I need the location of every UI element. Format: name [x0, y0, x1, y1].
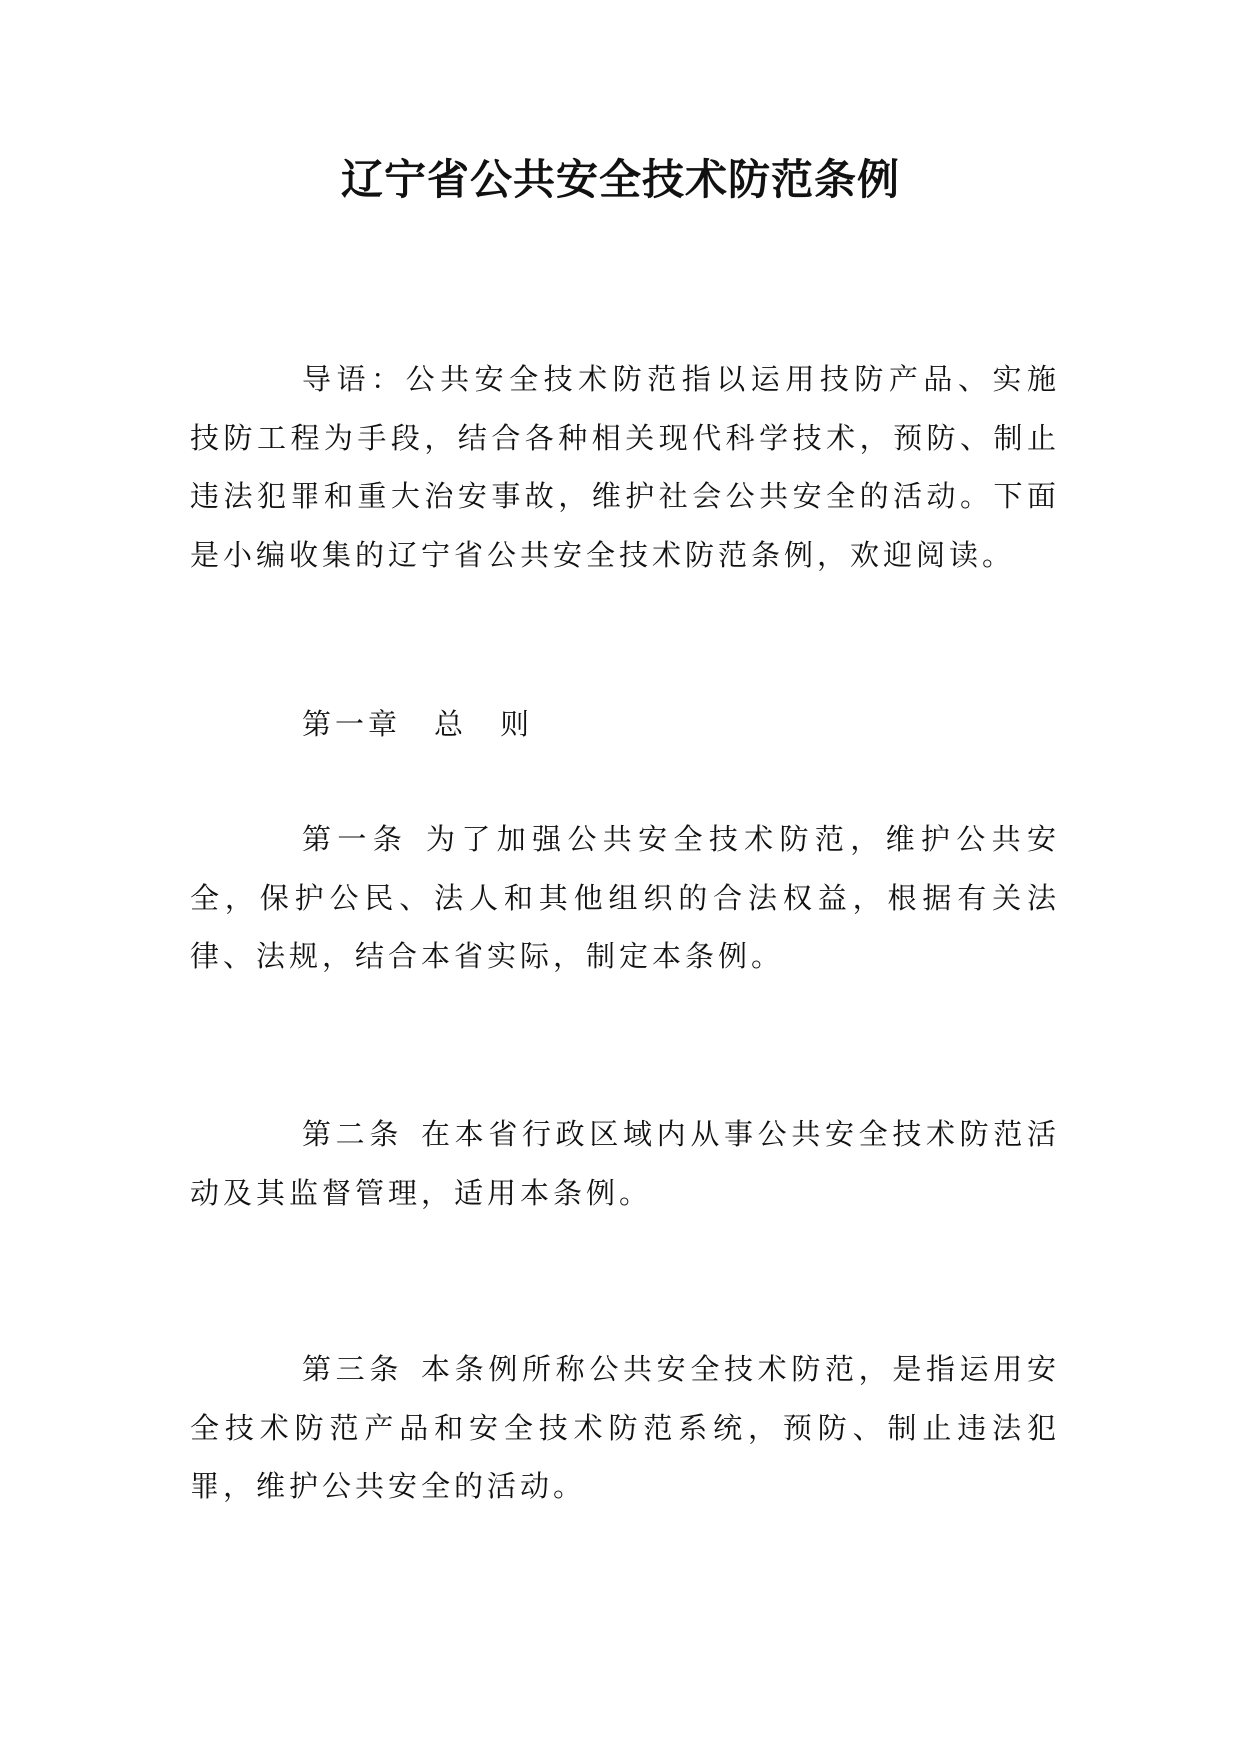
article-1-number: 第一条	[302, 822, 409, 856]
article-2-number: 第二条	[302, 1117, 403, 1151]
article-2	[190, 1105, 1060, 1222]
intro-paragraph: 导语：公共安全技术防范指以运用技防产品、实施技防工程为手段，结合各种相关现代科学技术，预防、制止违法犯罪和重大治安事故，维护社会公共安全的活动。下面是小编收集的辽宁省公共安全技术防范条例，欢迎阅读。	[190, 362, 1060, 572]
article-2-text: 在本省行政区域内从事公共安全技术防范活动及其监督管理，适用本条例。	[190, 1117, 1060, 1210]
article-1-text: 为了加强公共安全技术防范，维护公共安全，保护公民、法人和其他组织的合法权益，根据有关法律、法规，结合本省实际，制定本条例。	[190, 822, 1060, 973]
article-1	[190, 810, 1060, 986]
document-title: 辽宁省公共安全技术防范条例	[340, 155, 900, 204]
article-3	[190, 1340, 1060, 1516]
article-3-number: 第三条	[302, 1352, 403, 1386]
article-3-text: 本条例所称公共安全技术防范，是指运用安全技术防范产品和安全技术防范系统，预防、制止违法犯罪，维护公共安全的活动。	[190, 1352, 1060, 1503]
chapter-heading: 第一章 总 则	[302, 707, 534, 741]
